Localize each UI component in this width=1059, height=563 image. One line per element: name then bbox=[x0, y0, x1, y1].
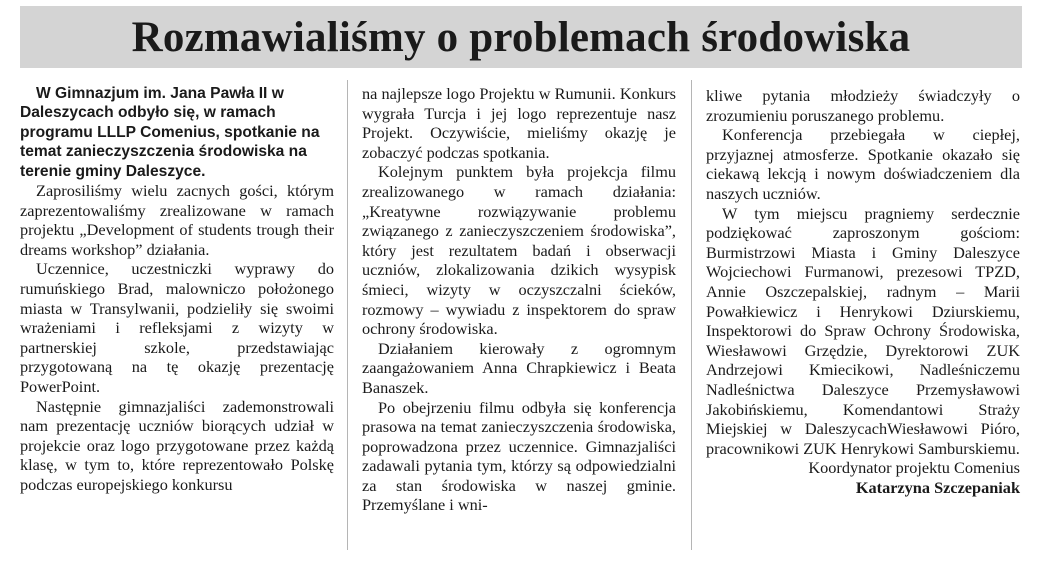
paragraph: Po obejrzeniu filmu odbyła się konferencja prasowa na temat zanieczyszczenia środowiska, poprowadzona przez uczennice. Gimnazjaliści zadawali pytania tym, którzy są odpowiedzialni za stan środowiska w naszej gminie. Przemyślane i wni- bbox=[362, 397, 676, 515]
column-divider bbox=[347, 80, 348, 550]
headline-banner bbox=[20, 6, 1022, 68]
paragraph: Następnie gimnazjaliści zademonstrowali nam prezentację uczniów biorących udział w projekcie oraz logo przygotowane przez każdą klasę, w tym to, które reprezentowało Polskę podczas europejskiego konkursu bbox=[20, 396, 334, 494]
paragraph: Działaniem kierowały z ogromnym zaangażowaniem Anna Chrapkiewicz i Beata Banaszek. bbox=[362, 338, 676, 397]
paragraph: na najlepsze logo Projektu w Rumunii. Konkurs wygrała Turcja i jej logo reprezentuje nasz Projekt. Oczywiście, mieliśmy okazję je zobaczyć podczas spotkania. bbox=[362, 84, 676, 162]
signature-role: Koordynator projektu Comenius bbox=[808, 458, 1020, 478]
paragraph: Kolejnym punktem była projekcja filmu zrealizowanego w ramach działania: „Kreatywne rozwiązywanie problemu związanego z zanieczyszczeniem środowiska”, który jest rezultatem badań i obserwacji uczniów, zlokalizowania dzikich wysypisk śmieci, wizyty w oczyszczalni ścieków, rozmowy – wywiadu z inspektorem do spraw ochrony środowiska. bbox=[362, 162, 676, 339]
article-title: Rozmawialiśmy o problemach środowiska bbox=[131, 13, 911, 61]
article-column-1 bbox=[20, 84, 334, 495]
article-lead: W Gimnazjum im. Jana Pawła II w Daleszycach odbyło się, w ramach programu LLLP Comenius, spotkanie na temat zanieczyszczenia środowiska na terenie gminy Daleszyce. bbox=[20, 85, 320, 180]
paragraph: Konferencja przebiegała w ciepłej, przyjaznej atmosferze. Spotkanie okazało się ciekawą lekcją i nowym doświadczeniem dla naszych uczniów. bbox=[706, 125, 1020, 203]
paragraph: W tym miejscu pragniemy serdecznie podziękować zaproszonym gościom: Burmistrzowi Miasta i Gminy Daleszyce Wojciechowi Furmanowi, prezesowi TPZD, Annie Oszczepalskiej, radnym – Marii Powałkiewicz i Henrykowi Dziurskiemu, Inspektorowi do Spraw Ochrony Środowiska, Wiesławowi Grzędzie, Dyrektorowi ZUK Andrzejowi Kmiecikowi, Nadleśniczemu Nadleśnictwa Daleszyce Przemysławowi Jakobińskiemu, Komendantowi Straży Miejskiej w DaleszycachWiesławowi Pióro, pracownikowi ZUK Henrykowi Samburskiemu. bbox=[706, 203, 1020, 458]
paragraph: Zaprosiliśmy wielu zacnych gości, którym zaprezentowaliśmy zrealizowane w ramach projektu „Development of students trough their dreams workshop” działania. bbox=[20, 181, 334, 259]
article-column-3 bbox=[706, 86, 1020, 497]
column-divider bbox=[691, 80, 692, 550]
signature-name: Katarzyna Szczepaniak bbox=[855, 477, 1020, 497]
paragraph: Uczennice, uczestniczki wyprawy do rumuńskiego Brad, malowniczo położonego miasta w Transylwanii, podzieliły się swoimi wrażeniami i refleksjami z wizyty w partnerskiej szkole, przedstawiając przygotowaną na tę okazję prezentację PowerPoint. bbox=[20, 259, 334, 396]
article-column-2 bbox=[362, 84, 676, 515]
paragraph: kliwe pytania młodzieży świadczyły o zrozumieniu poruszanego problemu. bbox=[706, 86, 1020, 125]
